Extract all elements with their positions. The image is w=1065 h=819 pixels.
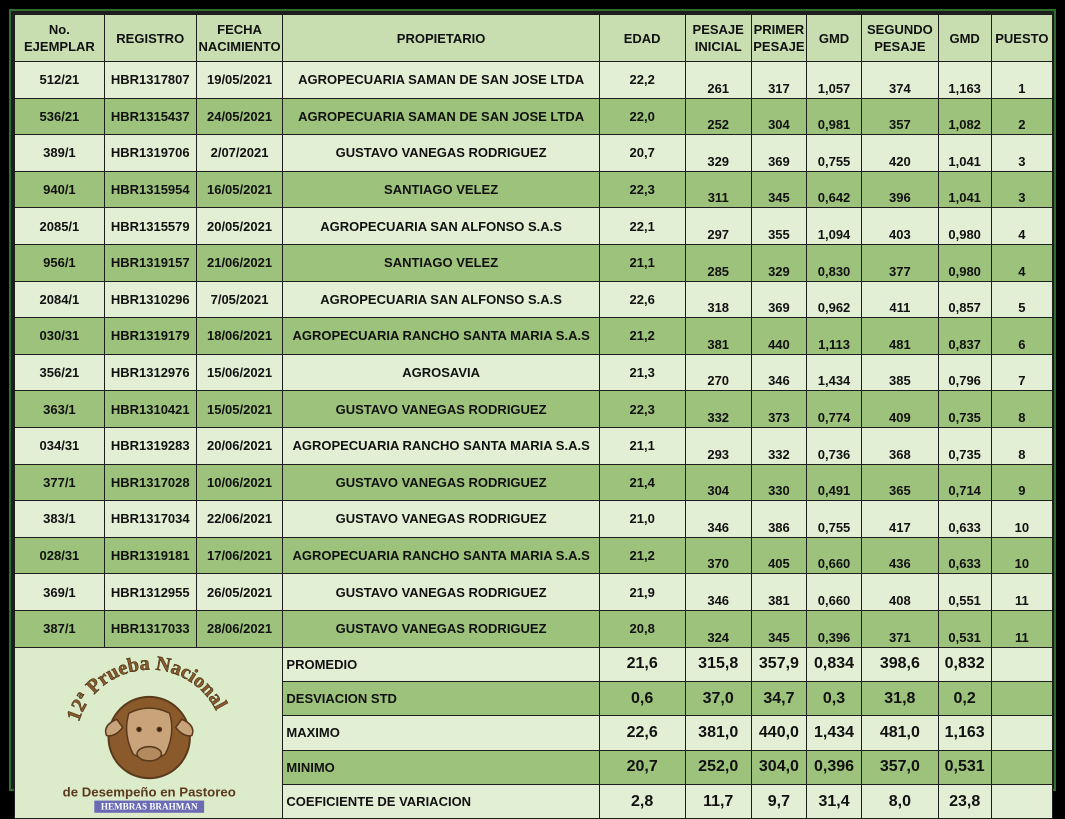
cell-gmd-2: 0,735 [938, 391, 991, 428]
cell-primer-pesaje: 440 [751, 318, 806, 355]
cell-puesto: 9 [991, 464, 1052, 501]
table-row [15, 464, 1053, 501]
table-row [15, 501, 1053, 538]
cell-pesaje-inicial: 270 [685, 354, 751, 391]
cell-registro: HBR1310296 [104, 281, 196, 318]
cell-fecha: 10/06/2021 [196, 464, 283, 501]
header-primer-pesaje: PRIMER PESAJE [751, 15, 806, 62]
cell-puesto: 3 [991, 171, 1052, 208]
cell-ejemplar: 377/1 [15, 464, 105, 501]
table-row [15, 537, 1053, 574]
stats-rows [15, 647, 1053, 819]
cell-puesto: 8 [991, 427, 1052, 464]
cell-fecha: 19/05/2021 [196, 62, 283, 99]
cell-pesaje-inicial: 370 [685, 537, 751, 574]
cell-segundo-pesaje: 411 [862, 281, 939, 318]
cell-edad: 21,1 [599, 244, 685, 281]
cell-registro: HBR1317034 [104, 501, 196, 538]
cell-fecha: 20/05/2021 [196, 208, 283, 245]
cell-primer-pesaje: 332 [751, 427, 806, 464]
stats-value-segundo-pesaje: 357,0 [862, 750, 939, 784]
cell-gmd-2: 1,041 [938, 171, 991, 208]
cell-segundo-pesaje: 368 [862, 427, 939, 464]
cell-propietario: SANTIAGO VELEZ [283, 244, 599, 281]
cell-gmd-1: 0,755 [806, 135, 861, 172]
cell-pesaje-inicial: 293 [685, 427, 751, 464]
cell-pesaje-inicial: 346 [685, 501, 751, 538]
table-row [15, 171, 1053, 208]
cell-edad: 21,9 [599, 574, 685, 611]
header-puesto: PUESTO [991, 15, 1052, 62]
cell-gmd-1: 0,642 [806, 171, 861, 208]
cell-ejemplar: 940/1 [15, 171, 105, 208]
cell-puesto: 4 [991, 244, 1052, 281]
cell-gmd-2: 0,735 [938, 427, 991, 464]
cell-gmd-2: 0,980 [938, 208, 991, 245]
cell-gmd-1: 1,434 [806, 354, 861, 391]
table-row [15, 281, 1053, 318]
stats-value-gmd1: 0,3 [806, 681, 861, 715]
cell-fecha: 28/06/2021 [196, 610, 283, 647]
cell-primer-pesaje: 355 [751, 208, 806, 245]
cell-fecha: 24/05/2021 [196, 98, 283, 135]
cell-puesto: 5 [991, 281, 1052, 318]
cell-puesto: 10 [991, 501, 1052, 538]
stats-value-gmd1: 0,396 [806, 750, 861, 784]
event-logo [15, 647, 283, 819]
cell-puesto: 4 [991, 208, 1052, 245]
stats-value-gmd2: 23,8 [938, 785, 991, 819]
table-row [15, 391, 1053, 428]
stats-value-gmd1: 31,4 [806, 785, 861, 819]
cell-propietario: AGROPECUARIA RANCHO SANTA MARIA S.A.S [283, 427, 599, 464]
header-segundo-pesaje: SEGUNDO PESAJE [862, 15, 939, 62]
cell-segundo-pesaje: 357 [862, 98, 939, 135]
stats-value-edad: 20,7 [599, 750, 685, 784]
cell-puesto: 1 [991, 62, 1052, 99]
cell-primer-pesaje: 405 [751, 537, 806, 574]
cell-registro: HBR1317028 [104, 464, 196, 501]
stats-value-gmd2: 0,531 [938, 750, 991, 784]
stats-value-segundo-pesaje: 31,8 [862, 681, 939, 715]
stats-label: MINIMO [283, 750, 599, 784]
cell-segundo-pesaje: 408 [862, 574, 939, 611]
cell-propietario: AGROPECUARIA SAN ALFONSO S.A.S [283, 208, 599, 245]
cell-gmd-2: 0,714 [938, 464, 991, 501]
cell-gmd-1: 0,830 [806, 244, 861, 281]
cell-fecha: 17/06/2021 [196, 537, 283, 574]
header-gmd-2: GMD [938, 15, 991, 62]
stats-value-gmd1: 0,834 [806, 647, 861, 681]
cell-fecha: 15/06/2021 [196, 354, 283, 391]
table-row [15, 354, 1053, 391]
cell-ejemplar: 369/1 [15, 574, 105, 611]
stats-value-edad: 0,6 [599, 681, 685, 715]
cell-segundo-pesaje: 481 [862, 318, 939, 355]
cell-pesaje-inicial: 332 [685, 391, 751, 428]
stats-empty-puesto [991, 647, 1052, 681]
cell-segundo-pesaje: 385 [862, 354, 939, 391]
cell-gmd-2: 0,857 [938, 281, 991, 318]
cell-primer-pesaje: 369 [751, 135, 806, 172]
header-fecha: FECHA NACIMIENTO [196, 15, 283, 62]
cell-primer-pesaje: 386 [751, 501, 806, 538]
table-row [15, 98, 1053, 135]
cell-ejemplar: 2084/1 [15, 281, 105, 318]
cell-propietario: GUSTAVO VANEGAS RODRIGUEZ [283, 464, 599, 501]
cell-gmd-2: 0,980 [938, 244, 991, 281]
cell-puesto: 3 [991, 135, 1052, 172]
results-frame [9, 9, 1056, 812]
cell-primer-pesaje: 346 [751, 354, 806, 391]
cell-ejemplar: 389/1 [15, 135, 105, 172]
cell-ejemplar: 363/1 [15, 391, 105, 428]
cell-pesaje-inicial: 285 [685, 244, 751, 281]
cell-ejemplar: 2085/1 [15, 208, 105, 245]
cell-edad: 21,1 [599, 427, 685, 464]
cell-primer-pesaje: 345 [751, 610, 806, 647]
table-row [15, 318, 1053, 355]
cell-gmd-2: 0,633 [938, 537, 991, 574]
cell-puesto: 10 [991, 537, 1052, 574]
table-row [15, 610, 1053, 647]
cell-propietario: AGROPECUARIA SAMAN DE SAN JOSE LTDA [283, 62, 599, 99]
stats-value-segundo-pesaje: 481,0 [862, 716, 939, 750]
cell-segundo-pesaje: 396 [862, 171, 939, 208]
header-registro: REGISTRO [104, 15, 196, 62]
cell-ejemplar: 383/1 [15, 501, 105, 538]
cell-puesto: 7 [991, 354, 1052, 391]
cell-registro: HBR1315954 [104, 171, 196, 208]
cell-propietario: GUSTAVO VANEGAS RODRIGUEZ [283, 135, 599, 172]
stats-label: COEFICIENTE DE VARIACION [283, 785, 599, 819]
cell-segundo-pesaje: 374 [862, 62, 939, 99]
table-row [15, 427, 1053, 464]
cell-gmd-1: 0,660 [806, 537, 861, 574]
cell-puesto: 8 [991, 391, 1052, 428]
stats-value-pesaje-inicial: 252,0 [685, 750, 751, 784]
cell-ejemplar: 387/1 [15, 610, 105, 647]
stats-value-primer-pesaje: 440,0 [751, 716, 806, 750]
cell-segundo-pesaje: 417 [862, 501, 939, 538]
cell-segundo-pesaje: 365 [862, 464, 939, 501]
cell-gmd-2: 1,082 [938, 98, 991, 135]
stats-row [15, 647, 1053, 681]
stats-value-gmd2: 0,832 [938, 647, 991, 681]
logo-arc-text: 12ª Prueba Nacional [62, 652, 232, 724]
cell-gmd-2: 1,163 [938, 62, 991, 99]
cell-puesto: 6 [991, 318, 1052, 355]
cell-registro: HBR1310421 [104, 391, 196, 428]
cell-registro: HBR1319706 [104, 135, 196, 172]
header-propietario: PROPIETARIO [283, 15, 599, 62]
cell-ejemplar: 356/21 [15, 354, 105, 391]
cell-registro: HBR1319179 [104, 318, 196, 355]
cell-registro: HBR1317807 [104, 62, 196, 99]
logo-band-text: HEMBRAS BRAHMAN [100, 801, 198, 812]
cell-registro: HBR1319157 [104, 244, 196, 281]
cell-gmd-1: 1,057 [806, 62, 861, 99]
cell-propietario: GUSTAVO VANEGAS RODRIGUEZ [283, 391, 599, 428]
cell-ejemplar: 030/31 [15, 318, 105, 355]
table-row [15, 62, 1053, 99]
cell-gmd-1: 1,113 [806, 318, 861, 355]
header-row [15, 15, 1053, 62]
cell-pesaje-inicial: 252 [685, 98, 751, 135]
stats-value-gmd1: 1,434 [806, 716, 861, 750]
cell-ejemplar: 034/31 [15, 427, 105, 464]
stats-empty-puesto [991, 750, 1052, 784]
table-row [15, 244, 1053, 281]
cell-propietario: GUSTAVO VANEGAS RODRIGUEZ [283, 574, 599, 611]
stats-value-pesaje-inicial: 381,0 [685, 716, 751, 750]
cell-registro: HBR1312976 [104, 354, 196, 391]
cell-gmd-1: 0,981 [806, 98, 861, 135]
cell-fecha: 7/05/2021 [196, 281, 283, 318]
table-row [15, 574, 1053, 611]
cell-segundo-pesaje: 371 [862, 610, 939, 647]
cell-gmd-2: 0,796 [938, 354, 991, 391]
table-row [15, 208, 1053, 245]
cell-gmd-2: 0,633 [938, 501, 991, 538]
cell-gmd-2: 1,041 [938, 135, 991, 172]
cell-gmd-1: 0,736 [806, 427, 861, 464]
cell-gmd-1: 1,094 [806, 208, 861, 245]
stats-value-edad: 22,6 [599, 716, 685, 750]
stats-value-primer-pesaje: 304,0 [751, 750, 806, 784]
cell-pesaje-inicial: 261 [685, 62, 751, 99]
cell-fecha: 20/06/2021 [196, 427, 283, 464]
logo-subtitle: de Desempeño en Pastoreo [62, 784, 236, 800]
cell-fecha: 21/06/2021 [196, 244, 283, 281]
header-pesaje-inicial: PESAJE INICIAL [685, 15, 751, 62]
event-logo-graphic [15, 648, 282, 819]
stats-empty-puesto [991, 785, 1052, 819]
cell-registro: HBR1315437 [104, 98, 196, 135]
cell-edad: 21,0 [599, 501, 685, 538]
cell-edad: 22,1 [599, 208, 685, 245]
header-edad: EDAD [599, 15, 685, 62]
cell-fecha: 15/05/2021 [196, 391, 283, 428]
cell-ejemplar: 028/31 [15, 537, 105, 574]
stats-empty-puesto [991, 716, 1052, 750]
cell-primer-pesaje: 373 [751, 391, 806, 428]
stats-value-gmd2: 0,2 [938, 681, 991, 715]
cell-propietario: SANTIAGO VELEZ [283, 171, 599, 208]
cell-pesaje-inicial: 311 [685, 171, 751, 208]
stats-value-primer-pesaje: 9,7 [751, 785, 806, 819]
cell-primer-pesaje: 304 [751, 98, 806, 135]
cell-edad: 20,8 [599, 610, 685, 647]
cell-segundo-pesaje: 409 [862, 391, 939, 428]
stats-label: PROMEDIO [283, 647, 599, 681]
cell-ejemplar: 536/21 [15, 98, 105, 135]
cell-propietario: AGROPECUARIA SAN ALFONSO S.A.S [283, 281, 599, 318]
cell-fecha: 16/05/2021 [196, 171, 283, 208]
stats-value-primer-pesaje: 34,7 [751, 681, 806, 715]
cell-ejemplar: 956/1 [15, 244, 105, 281]
cell-puesto: 11 [991, 610, 1052, 647]
stats-value-segundo-pesaje: 398,6 [862, 647, 939, 681]
stats-empty-puesto [991, 681, 1052, 715]
cell-pesaje-inicial: 318 [685, 281, 751, 318]
stats-label: MAXIMO [283, 716, 599, 750]
stats-label: DESVIACION STD [283, 681, 599, 715]
cell-fecha: 2/07/2021 [196, 135, 283, 172]
cell-pesaje-inicial: 381 [685, 318, 751, 355]
cell-propietario: AGROPECUARIA SAMAN DE SAN JOSE LTDA [283, 98, 599, 135]
cell-fecha: 22/06/2021 [196, 501, 283, 538]
cell-propietario: AGROSAVIA [283, 354, 599, 391]
cell-edad: 21,3 [599, 354, 685, 391]
data-rows [15, 62, 1053, 648]
cell-primer-pesaje: 330 [751, 464, 806, 501]
cell-registro: HBR1312955 [104, 574, 196, 611]
cell-gmd-1: 0,755 [806, 501, 861, 538]
table-row [15, 135, 1053, 172]
stats-value-edad: 21,6 [599, 647, 685, 681]
stats-value-primer-pesaje: 357,9 [751, 647, 806, 681]
stats-value-segundo-pesaje: 8,0 [862, 785, 939, 819]
cell-gmd-2: 0,837 [938, 318, 991, 355]
cell-edad: 21,2 [599, 318, 685, 355]
cell-registro: HBR1315579 [104, 208, 196, 245]
cell-pesaje-inicial: 346 [685, 574, 751, 611]
cell-edad: 22,6 [599, 281, 685, 318]
cell-ejemplar: 512/21 [15, 62, 105, 99]
cell-edad: 22,2 [599, 62, 685, 99]
stats-value-pesaje-inicial: 315,8 [685, 647, 751, 681]
stats-value-gmd2: 1,163 [938, 716, 991, 750]
cell-puesto: 2 [991, 98, 1052, 135]
cell-fecha: 26/05/2021 [196, 574, 283, 611]
cell-fecha: 18/06/2021 [196, 318, 283, 355]
cell-registro: HBR1319283 [104, 427, 196, 464]
cell-pesaje-inicial: 304 [685, 464, 751, 501]
results-table [14, 14, 1053, 819]
cell-pesaje-inicial: 297 [685, 208, 751, 245]
cell-segundo-pesaje: 403 [862, 208, 939, 245]
cell-pesaje-inicial: 329 [685, 135, 751, 172]
cell-propietario: AGROPECUARIA RANCHO SANTA MARIA S.A.S [283, 537, 599, 574]
cell-gmd-1: 0,774 [806, 391, 861, 428]
cell-segundo-pesaje: 377 [862, 244, 939, 281]
cell-puesto: 11 [991, 574, 1052, 611]
cell-edad: 20,7 [599, 135, 685, 172]
cell-gmd-1: 0,660 [806, 574, 861, 611]
cell-primer-pesaje: 329 [751, 244, 806, 281]
cell-gmd-2: 0,531 [938, 610, 991, 647]
cell-segundo-pesaje: 420 [862, 135, 939, 172]
cell-edad: 21,2 [599, 537, 685, 574]
cell-edad: 21,4 [599, 464, 685, 501]
header-ejemplar: No. EJEMPLAR [15, 15, 105, 62]
cell-segundo-pesaje: 436 [862, 537, 939, 574]
cell-primer-pesaje: 317 [751, 62, 806, 99]
cell-gmd-1: 0,962 [806, 281, 861, 318]
cell-registro: HBR1317033 [104, 610, 196, 647]
cell-primer-pesaje: 369 [751, 281, 806, 318]
cell-primer-pesaje: 345 [751, 171, 806, 208]
cell-edad: 22,3 [599, 171, 685, 208]
cell-edad: 22,0 [599, 98, 685, 135]
cell-edad: 22,3 [599, 391, 685, 428]
cell-registro: HBR1319181 [104, 537, 196, 574]
cell-propietario: GUSTAVO VANEGAS RODRIGUEZ [283, 610, 599, 647]
cell-primer-pesaje: 381 [751, 574, 806, 611]
cell-propietario: GUSTAVO VANEGAS RODRIGUEZ [283, 501, 599, 538]
cell-propietario: AGROPECUARIA RANCHO SANTA MARIA S.A.S [283, 318, 599, 355]
cell-gmd-2: 0,551 [938, 574, 991, 611]
cell-pesaje-inicial: 324 [685, 610, 751, 647]
stats-value-pesaje-inicial: 37,0 [685, 681, 751, 715]
cell-gmd-1: 0,396 [806, 610, 861, 647]
stats-value-pesaje-inicial: 11,7 [685, 785, 751, 819]
header-gmd-1: GMD [806, 15, 861, 62]
cell-gmd-1: 0,491 [806, 464, 861, 501]
stats-value-edad: 2,8 [599, 785, 685, 819]
